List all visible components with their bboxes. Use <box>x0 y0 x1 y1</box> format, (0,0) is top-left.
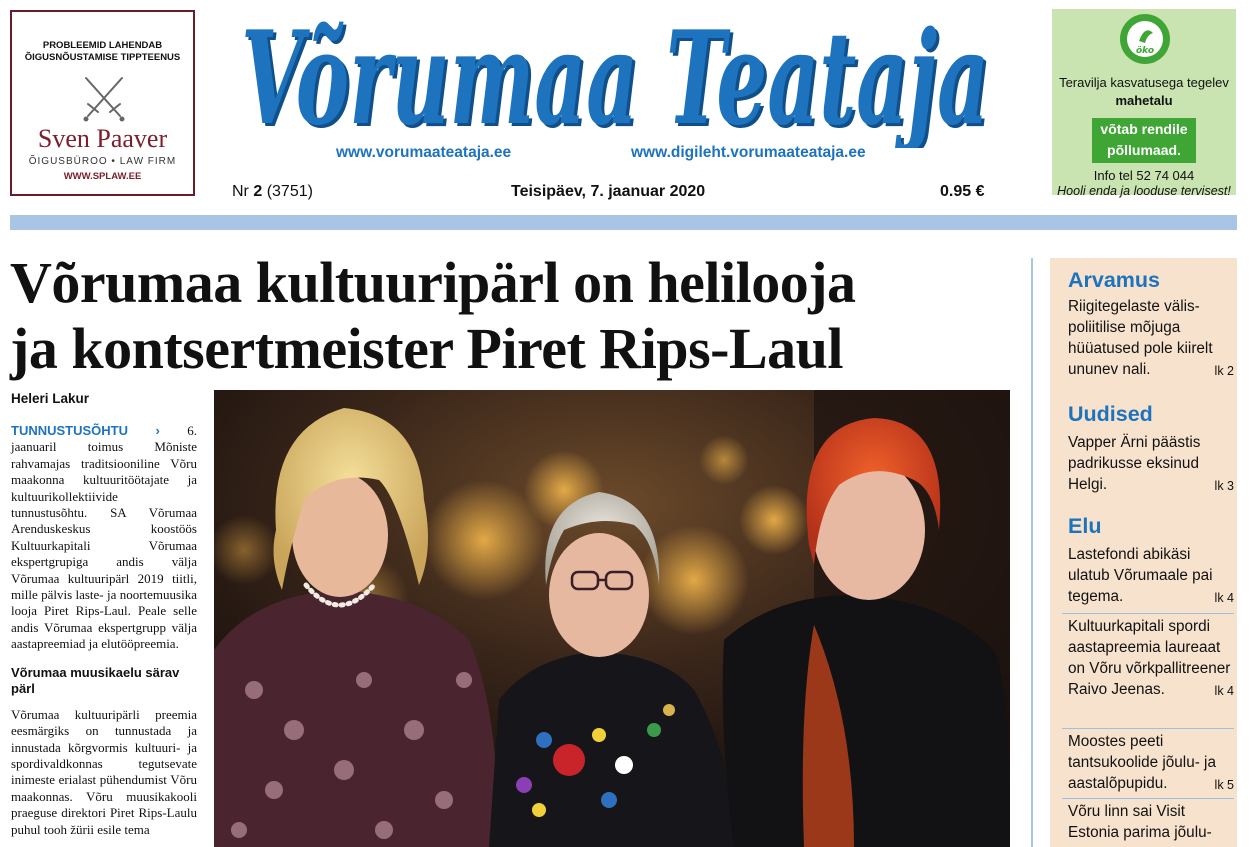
page-ref: lk 4 <box>1214 684 1234 698</box>
issue-number: Nr 2 (3751) <box>232 183 313 200</box>
sidebar-teaser[interactable]: Kultuurkapitali spordi aastapreemia laureaat on Võru võrkpallitreener Raivo Jeenas. lk 4 <box>1068 616 1234 702</box>
sidebar-section-arvamus[interactable]: Arvamus <box>1068 268 1161 292</box>
sidebar-teaser[interactable]: Lastefondi abikäsi ulatub Võrumaale pai tegema. lk 4 <box>1068 544 1234 609</box>
article-body <box>11 423 197 838</box>
article-kicker: TUNNUSTUSÕHTU <box>11 423 128 438</box>
ad-highlight-box: võtab rendile põllumaad. <box>1092 118 1196 163</box>
crossed-swords-icon <box>80 74 128 124</box>
website-link[interactable]: www.vorumaateataja.ee <box>336 144 512 161</box>
law-firm-subtitle: ÕIGUSBÜROO • LAW FIRM <box>28 156 177 167</box>
page-ref: lk 4 <box>1214 591 1234 605</box>
sidebar-section-uudised[interactable]: Uudised <box>1068 402 1153 426</box>
sidebar-teaser[interactable]: Vapper Ärni päästis padrikusse eksinud Helgi. lk 3 <box>1068 432 1234 497</box>
article-headline[interactable]: Võrumaa kultuuripärl on helilooja ja kontsertmeister Piret Rips-Laul <box>10 250 856 381</box>
photo-three-women <box>214 390 1010 847</box>
ad-tagline: PROBLEEMID LAHENDAB ÕIGUSNÕUSTAMISE TIPPTEENUS <box>24 40 181 63</box>
masthead-title-shadow: Võrumaa Teataja <box>244 8 992 148</box>
article-subhead: Võrumaa muusikaelu särav pärl <box>11 664 180 696</box>
ad-line-1: Teravilja kasvatusega tegelev <box>1059 75 1229 90</box>
article-photo[interactable] <box>214 390 1010 847</box>
eco-label-icon <box>1119 13 1171 65</box>
sidebar-teasers <box>1050 258 1237 847</box>
ad-slogan: Hooli enda ja looduse tervisest! <box>1057 184 1231 198</box>
teaser-separator <box>1062 613 1234 614</box>
issue-price: 0.95 € <box>940 183 985 200</box>
law-firm-name: Sven Paaver <box>37 124 168 153</box>
masthead-title <box>234 8 996 148</box>
sidebar-section-elu[interactable]: Elu <box>1068 514 1102 538</box>
sidebar-teaser[interactable]: Moostes peeti tantsukoolide jõulu- ja aastalõpupidu. lk 5 <box>1068 731 1234 796</box>
sidebar-teaser[interactable]: Riigitegelaste välis-poliitilise mõjuga hüüatused pole kiirelt ununev nali. lk 2 <box>1068 296 1234 382</box>
article-paragraph: TUNNUSTUSÕHTU › 6. jaanuaril toimus Mõniste rahvamajas traditsiooniline Võru maakonna kultuuritöötajate ja kultuurikollektiivide tunnustusõhtu. SA Võrumaa Arenduskeskus koostöös Kultuurkapitali Võrumaa ekspertgrupiga andis välja Võrumaa kultuuripärl 2019 tiitli, mille pälvis laste- ja noortemuusika looja Piret Rips-Laul. Peale selle andis Võrumaa ekspertgrupp välja aastapreemiad ja elutööpreemia. <box>11 423 197 652</box>
sidebar-teaser[interactable]: Võru linn sai Visit Estonia parima jõulu- <box>1068 803 1212 841</box>
teaser-separator <box>1062 798 1234 799</box>
law-firm-website[interactable]: WWW.SPLAW.EE <box>63 171 142 182</box>
issue-date: Teisipäev, 7. jaanuar 2020 <box>511 183 706 200</box>
digital-edition-link[interactable]: www.digileht.vorumaateataja.ee <box>631 144 866 161</box>
page-ref: lk 2 <box>1214 364 1234 378</box>
page-ref: lk 3 <box>1214 479 1234 493</box>
law-firm-ad[interactable] <box>10 10 195 196</box>
masthead-title-text: Võrumaa Teataja <box>241 8 989 148</box>
organic-farm-ad[interactable] <box>1052 9 1236 198</box>
eco-label-text: öko <box>1135 46 1155 56</box>
column-divider <box>1031 258 1033 847</box>
page-ref: lk 5 <box>1214 778 1234 792</box>
kicker-chevron-icon: › <box>128 423 188 438</box>
newspaper-masthead <box>234 8 996 148</box>
ad-phone: Info tel 52 74 044 <box>1093 168 1195 183</box>
ad-line-2: mahetalu <box>1115 93 1173 108</box>
teaser-separator <box>1062 728 1234 729</box>
masthead-divider <box>10 215 1237 230</box>
article-paragraph: Võrumaa kultuuripärli preemia eesmärgiks on tunnustada ja innustada kõrgvormis kultuuri- ja spordivaldkonnas tegutsevate inimeste erialast pühendumist Võru maakonnas. Võru muusikakooli praeguse direktori Piret Rips-Laulu puhul tooh žürii esile tema <box>11 706 197 837</box>
article-byline: Heleri Lakur <box>11 391 90 406</box>
